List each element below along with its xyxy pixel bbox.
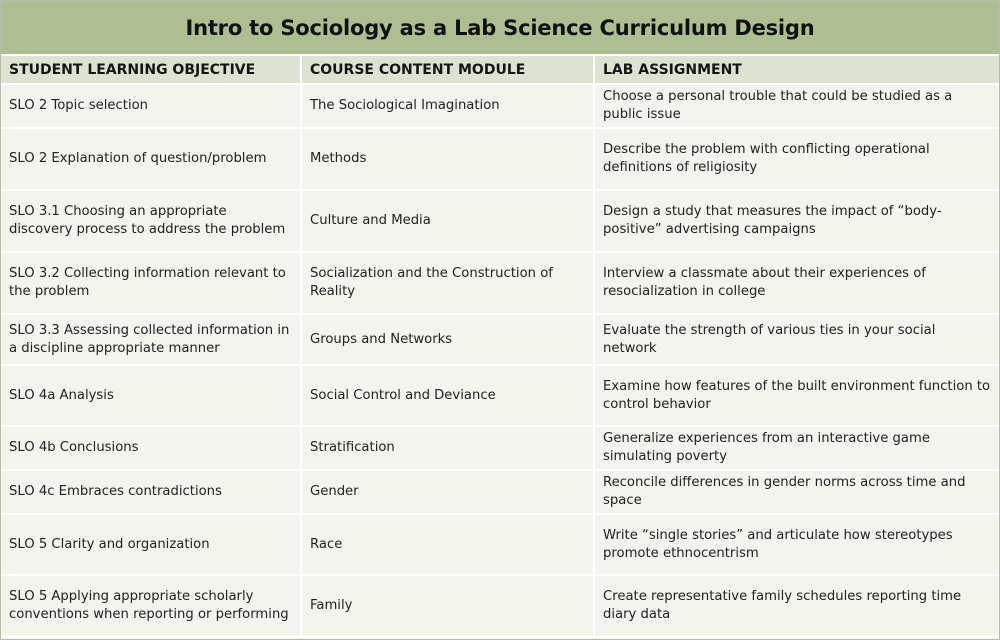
page-title: Intro to Sociology as a Lab Science Curriculum Design [185, 15, 815, 40]
assignment-cell: Describe the problem with conflicting operational definitions of religiosity [594, 128, 999, 190]
module-cell: Social Control and Deviance [301, 365, 594, 426]
module-cell: Socialization and the Construction of Reality [301, 252, 594, 314]
module-cell: Family [301, 575, 594, 637]
column-header-objective: STUDENT LEARNING OBJECTIVE [1, 56, 301, 84]
objective-cell: SLO 5 Clarity and organization [1, 514, 301, 575]
assignment-cell: Create representative family schedules reporting time diary data [594, 575, 999, 637]
table-row [1, 128, 999, 190]
table-row [1, 190, 999, 252]
module-cell: Methods [301, 128, 594, 190]
objective-cell: SLO 3.2 Collecting information relevant to the problem [1, 252, 301, 314]
module-cell: Stratification [301, 426, 594, 470]
objective-cell: SLO 4c Embraces contradictions [1, 470, 301, 514]
module-cell: Race [301, 514, 594, 575]
assignment-cell: Write “single stories” and articulate how stereotypes promote ethnocentrism [594, 514, 999, 575]
assignment-cell: Reconcile differences in gender norms across time and space [594, 470, 999, 514]
assignment-cell: Evaluate the strength of various ties in your social network [594, 314, 999, 365]
column-header-assignment: LAB ASSIGNMENT [594, 56, 999, 84]
module-cell: Gender [301, 470, 594, 514]
table-row [1, 426, 999, 470]
curriculum-table [1, 56, 999, 638]
module-cell: Culture and Media [301, 190, 594, 252]
column-header-module: COURSE CONTENT MODULE [301, 56, 594, 84]
assignment-cell: Generalize experiences from an interactive game simulating poverty [594, 426, 999, 470]
module-cell: Groups and Networks [301, 314, 594, 365]
table-header-row [1, 56, 999, 84]
objective-cell: SLO 5 Applying appropriate scholarly conventions when reporting or performing [1, 575, 301, 637]
objective-cell: SLO 2 Explanation of question/problem [1, 128, 301, 190]
objective-cell: SLO 2 Topic selection [1, 84, 301, 128]
table-row [1, 514, 999, 575]
assignment-cell: Interview a classmate about their experiences of resocialization in college [594, 252, 999, 314]
objective-cell: SLO 4b Conclusions [1, 426, 301, 470]
table-row [1, 314, 999, 365]
module-cell: The Sociological Imagination [301, 84, 594, 128]
assignment-cell: Examine how features of the built environment function to control behavior [594, 365, 999, 426]
table-row [1, 575, 999, 637]
assignment-cell: Design a study that measures the impact of “body-positive” advertising campaigns [594, 190, 999, 252]
title-bar [1, 1, 999, 56]
objective-cell: SLO 4a Analysis [1, 365, 301, 426]
table-row [1, 252, 999, 314]
table-row [1, 84, 999, 128]
objective-cell: SLO 3.3 Assessing collected information in a discipline appropriate manner [1, 314, 301, 365]
table-row [1, 365, 999, 426]
table-row [1, 470, 999, 514]
objective-cell: SLO 3.1 Choosing an appropriate discovery process to address the problem [1, 190, 301, 252]
assignment-cell: Choose a personal trouble that could be studied as a public issue [594, 84, 999, 128]
